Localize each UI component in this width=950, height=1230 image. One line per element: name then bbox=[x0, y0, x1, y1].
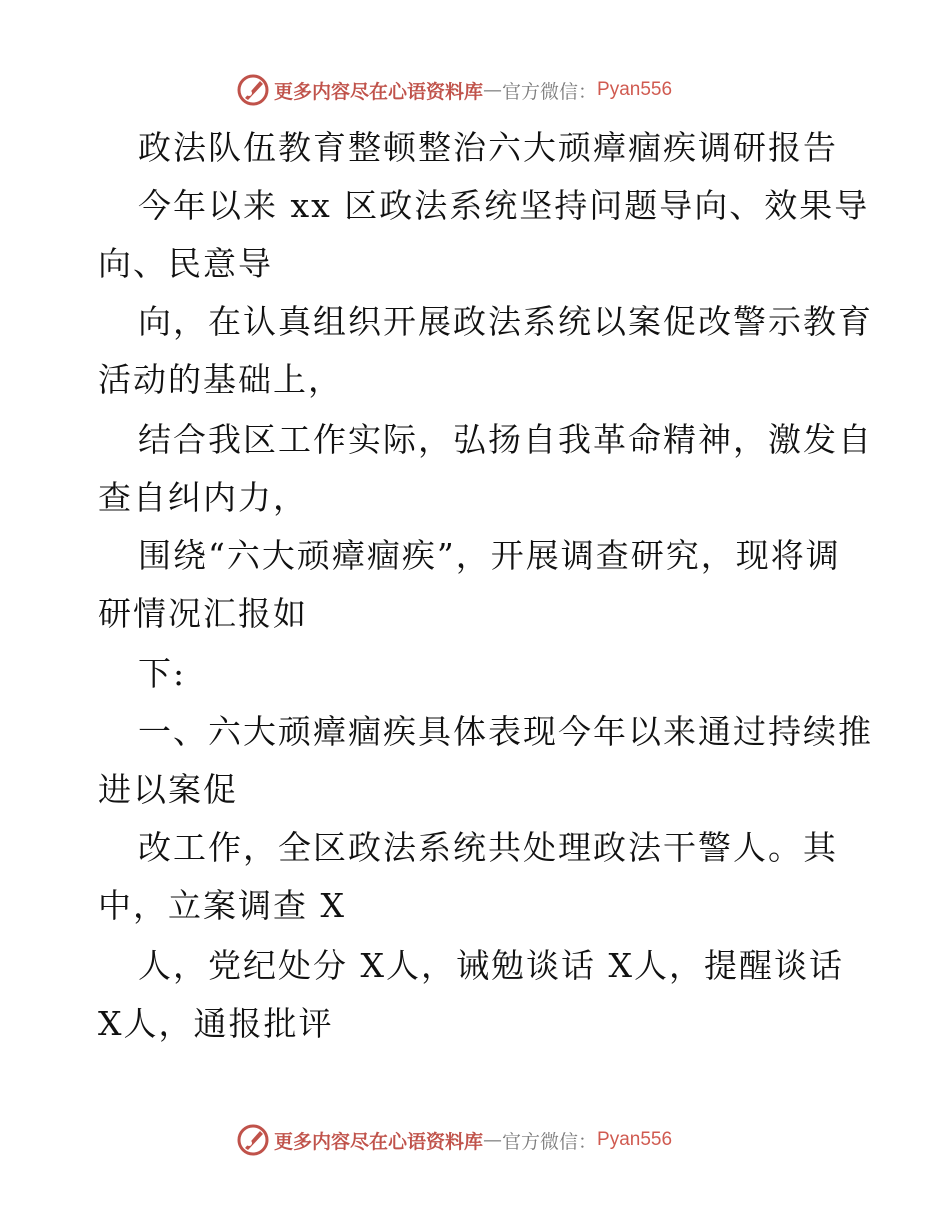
paragraph-line: 下: bbox=[138, 654, 187, 693]
quill-logo-icon bbox=[236, 1123, 270, 1157]
paragraph-line: 中，立案调查 X bbox=[98, 886, 346, 925]
banner-separator: — bbox=[483, 79, 503, 101]
paragraph-line: X人，通报批评 bbox=[98, 1004, 334, 1043]
paragraph-line: 结合我区工作实际，弘扬自我革命精神，激发自 bbox=[138, 420, 873, 459]
paragraph-line: 向，在认真组织开展政法系统以案促改警示教育 bbox=[138, 302, 873, 341]
paragraph-line: 查自纠内力， bbox=[98, 478, 308, 517]
wechat-label: 官方微信： bbox=[502, 80, 598, 103]
wechat-id: Pyan556 bbox=[597, 1129, 673, 1150]
paragraph-line: 研情况汇报如 bbox=[98, 594, 308, 633]
wechat-id: Pyan556 bbox=[597, 79, 673, 100]
wechat-label: 官方微信： bbox=[502, 1130, 598, 1153]
paragraph-line: 进以案促 bbox=[98, 770, 238, 809]
footer-banner bbox=[236, 1122, 672, 1158]
brand-text: 更多内容尽在心语资料库 bbox=[274, 80, 484, 103]
paragraph-line: 围绕“六大顽瘴痼疾”，开展调查研究，现将调 bbox=[138, 536, 841, 575]
paragraph-line: 人，党纪处分 X人，诫勉谈话 X人，提醒谈话 bbox=[138, 946, 844, 985]
document-title: 政法队伍教育整顿整治六大顽瘴痼疾调研报告 bbox=[138, 128, 838, 167]
paragraph-line: 改工作，全区政法系统共处理政法干警人。其 bbox=[138, 828, 838, 867]
brand-text: 更多内容尽在心语资料库 bbox=[274, 1130, 484, 1153]
header-banner bbox=[236, 72, 672, 108]
section-heading: 一、六大顽瘴痼疾具体表现今年以来通过持续推 bbox=[138, 712, 873, 751]
banner-separator: — bbox=[483, 1129, 503, 1151]
paragraph-line: 今年以来 xx 区政法系统坚持问题导向、效果导 bbox=[138, 186, 870, 225]
paragraph-line: 向、民意导 bbox=[98, 244, 273, 283]
quill-logo-icon bbox=[236, 73, 270, 107]
paragraph-line: 活动的基础上， bbox=[98, 360, 343, 399]
